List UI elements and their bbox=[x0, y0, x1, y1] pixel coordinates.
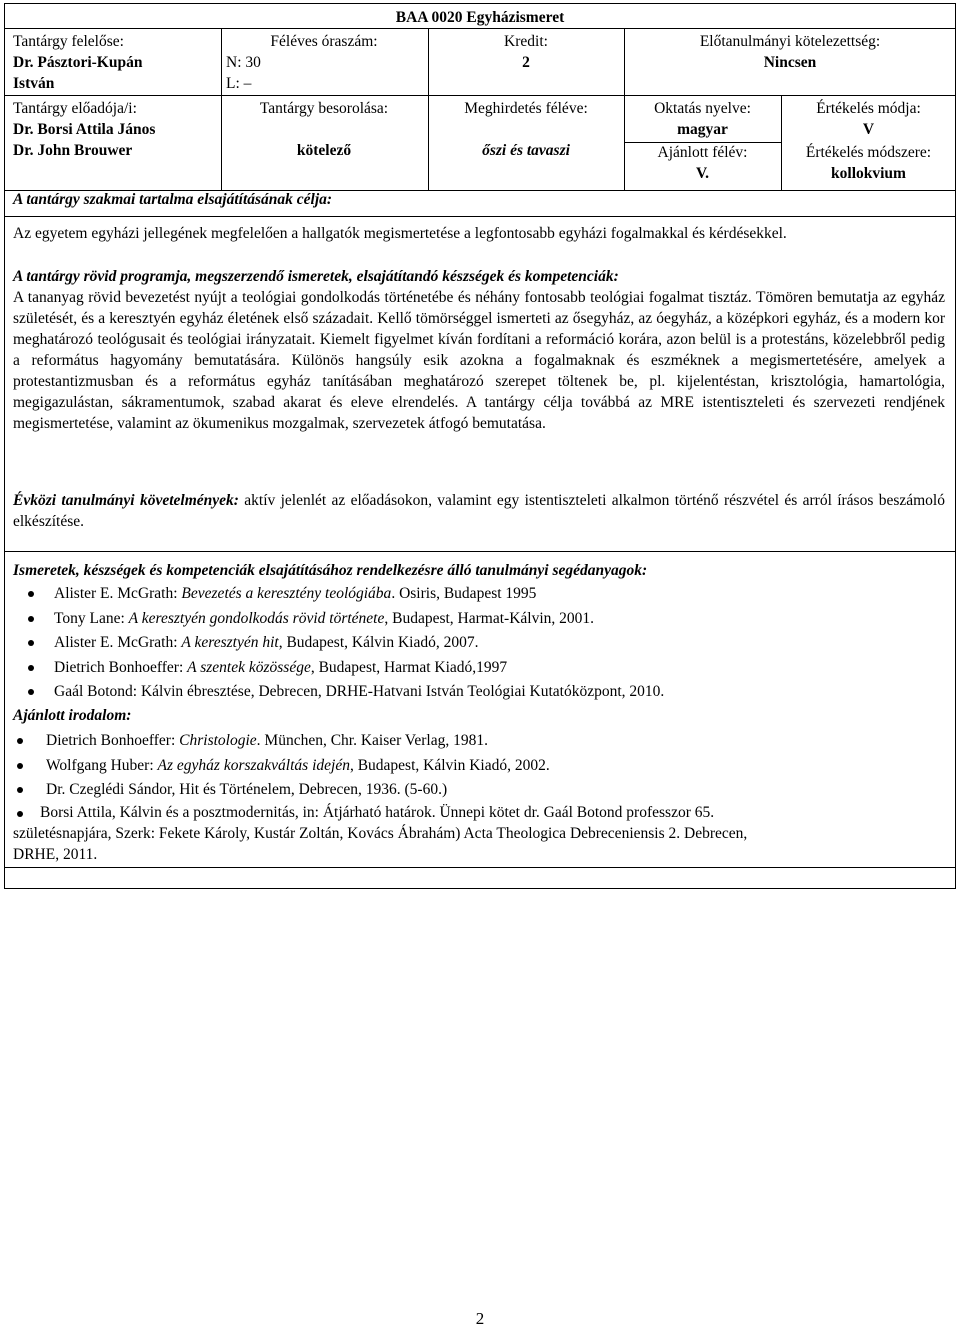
semester-value: őszi és tavaszi bbox=[482, 142, 570, 159]
bullet-icon bbox=[28, 689, 34, 695]
bullet-icon bbox=[28, 616, 34, 622]
credit-value: 2 bbox=[522, 54, 530, 71]
program-heading: A tantárgy rövid programja, megszerzendő ismeretek, elsajátítandó készségek és kompetenciák: bbox=[13, 268, 619, 285]
materials-heading: Ismeretek, készségek és kompetenciák elsajátításához rendelkezésre álló tanulmányi segédanyagok: bbox=[13, 562, 648, 579]
bullet-icon bbox=[17, 738, 23, 744]
literature-item-last: Borsi Attila, Kálvin és a posztmodernitás, in: Átjárható határok. Ünnepi kötet dr. Gaál Botond professzor 65. bbox=[40, 804, 715, 821]
recommended-label: Ajánlott félév: bbox=[657, 144, 748, 161]
literature-item-last-line-3: DRHE, 2011. bbox=[13, 846, 98, 863]
classification-value: kötelező bbox=[296, 142, 352, 159]
aim-heading: A tantárgy szakmai tartalma elsajátításának célja: bbox=[13, 191, 333, 208]
credit-label: Kredit: bbox=[504, 33, 548, 50]
aim-divider bbox=[5, 216, 955, 217]
language-value: magyar bbox=[677, 121, 728, 138]
list-item: Wolfgang Huber: Az egyház korszakváltás idején, Budapest, Kálvin Kiadó, 2002. bbox=[13, 754, 943, 779]
eval-method-value: kollokvium bbox=[831, 165, 906, 182]
bullet-icon bbox=[28, 591, 34, 597]
bullet-icon bbox=[17, 787, 23, 793]
course-title: BAA 0020 Egyházismeret bbox=[395, 9, 565, 26]
eval-mode-value: V bbox=[862, 121, 875, 138]
program-divider bbox=[5, 551, 955, 552]
requirements-paragraph bbox=[13, 490, 945, 532]
eval-method-label: Értékelés módszere: bbox=[805, 144, 932, 161]
language-label: Oktatás nyelve: bbox=[654, 100, 751, 117]
prereq-value: Nincsen bbox=[763, 54, 817, 71]
row-divider-1 bbox=[5, 95, 955, 96]
recommended-value: V. bbox=[695, 165, 710, 182]
requirements-heading: Évközi tanulmányi követelmények: bbox=[13, 492, 239, 509]
bullet-icon bbox=[28, 640, 34, 646]
literature-list bbox=[13, 729, 943, 803]
list-item: Dietrich Bonhoeffer: A szentek közössége, Budapest, Harmat Kiadó,1997 bbox=[13, 656, 943, 681]
hours-l: L: – bbox=[226, 75, 252, 92]
literature-item-last-line-2: születésnapjára, Szerk: Fekete Károly, Kustár Zoltán, Kovács Ábrahám) Acta Theologica Debreceniensis 2. Debrecen, bbox=[13, 825, 748, 842]
requirements-text: aktív jelenlét az előadásokon, valamint egy istentiszteleti alkalmon történő részvétel és arról írásos beszámoló elkészítése. bbox=[13, 492, 945, 530]
lecturer-name-2: Dr. John Brouwer bbox=[13, 142, 133, 159]
hours-label: Féléves óraszám: bbox=[270, 33, 378, 50]
program-paragraph: A tananyag rövid bevezetést nyújt a teológiai gondolkodás történetébe és néhány fontosabb teológiai fogalmat tisztáz. Tömören bemutatja az egyház születését, és a keresztyén egyház életének első századait. Kellő tömörséggel ismerteti az ősegyház, az óegyház, a középkori egyház, és a modern kor meghatározó teológusait és teológiai irányzatait. Kiemelt figyelmet kíván fordítani a reformáció korára, azon belül is a protestáns, közelebbről pedig a református hagyomány bemutatására. Különös hangsúly esik azokna a fogalmaknak és eszméknek a megismertetésére, amelyek a protestantizmusban és a református egyház tanításában meghatározó szerepet töltenek be, pl. kijelentéstan, krisztológia, hamartológia, megigazulástan, sákramentumok, szabad akarat és eleve elrendelés. A tantárgy célja továbbá az MRE istentiszteleti és szervezeti rendjének megismertetése, valamint az ökumenikus mozgalmak, szervezetek átfogó bemutatása. bbox=[13, 289, 945, 432]
hours-n: N: 30 bbox=[226, 54, 261, 71]
materials-list bbox=[13, 582, 943, 705]
list-item: Dietrich Bonhoeffer: Christologie. München, Chr. Kaiser Verlag, 1981. bbox=[13, 729, 943, 754]
list-item: Alister E. McGrath: A keresztyén hit, Budapest, Kálvin Kiadó, 2007. bbox=[13, 631, 943, 656]
responsible-label: Tantárgy felelőse: bbox=[13, 33, 124, 50]
bullet-icon bbox=[17, 811, 23, 817]
bottom-divider bbox=[5, 867, 955, 868]
semester-label: Meghirdetés féléve: bbox=[464, 100, 588, 117]
lecturer-name: Dr. Borsi Attila János bbox=[13, 121, 156, 138]
classification-label: Tantárgy besorolása: bbox=[259, 100, 389, 117]
bullet-icon bbox=[28, 665, 34, 671]
eval-mode-label: Értékelés módja: bbox=[816, 100, 921, 117]
literature-heading: Ajánlott irodalom: bbox=[13, 707, 132, 724]
responsible-name: Dr. Pásztori-Kupán bbox=[13, 54, 143, 71]
lecturer-label: Tantárgy előadója/i: bbox=[13, 100, 137, 117]
list-item: Gaál Botond: Kálvin ébresztése, Debrecen, DRHE-Hatvani István Teológiai Kutatóközpont, 2010. bbox=[13, 680, 943, 705]
list-item: Tony Lane: A keresztyén gondolkodás rövid története, Budapest, Harmat-Kálvin, 2001. bbox=[13, 607, 943, 632]
responsible-name-2: István bbox=[13, 75, 55, 92]
list-item: Alister E. McGrath: Bevezetés a keresztény teológiába. Osiris, Budapest 1995 bbox=[13, 582, 943, 607]
page-number: 2 bbox=[475, 1309, 485, 1328]
bullet-icon bbox=[17, 763, 23, 769]
list-item: Dr. Czeglédi Sándor, Hit és Történelem, Debrecen, 1936. (5-60.) bbox=[13, 778, 943, 803]
title-divider bbox=[5, 28, 955, 29]
aim-paragraph: Az egyetem egyházi jellegének megfelelően a hallgatók megismertetése a legfontosabb egyházi fogalmakkal és kérdésekkel. bbox=[13, 225, 787, 242]
prereq-label: Előtanulmányi kötelezettség: bbox=[699, 33, 881, 50]
